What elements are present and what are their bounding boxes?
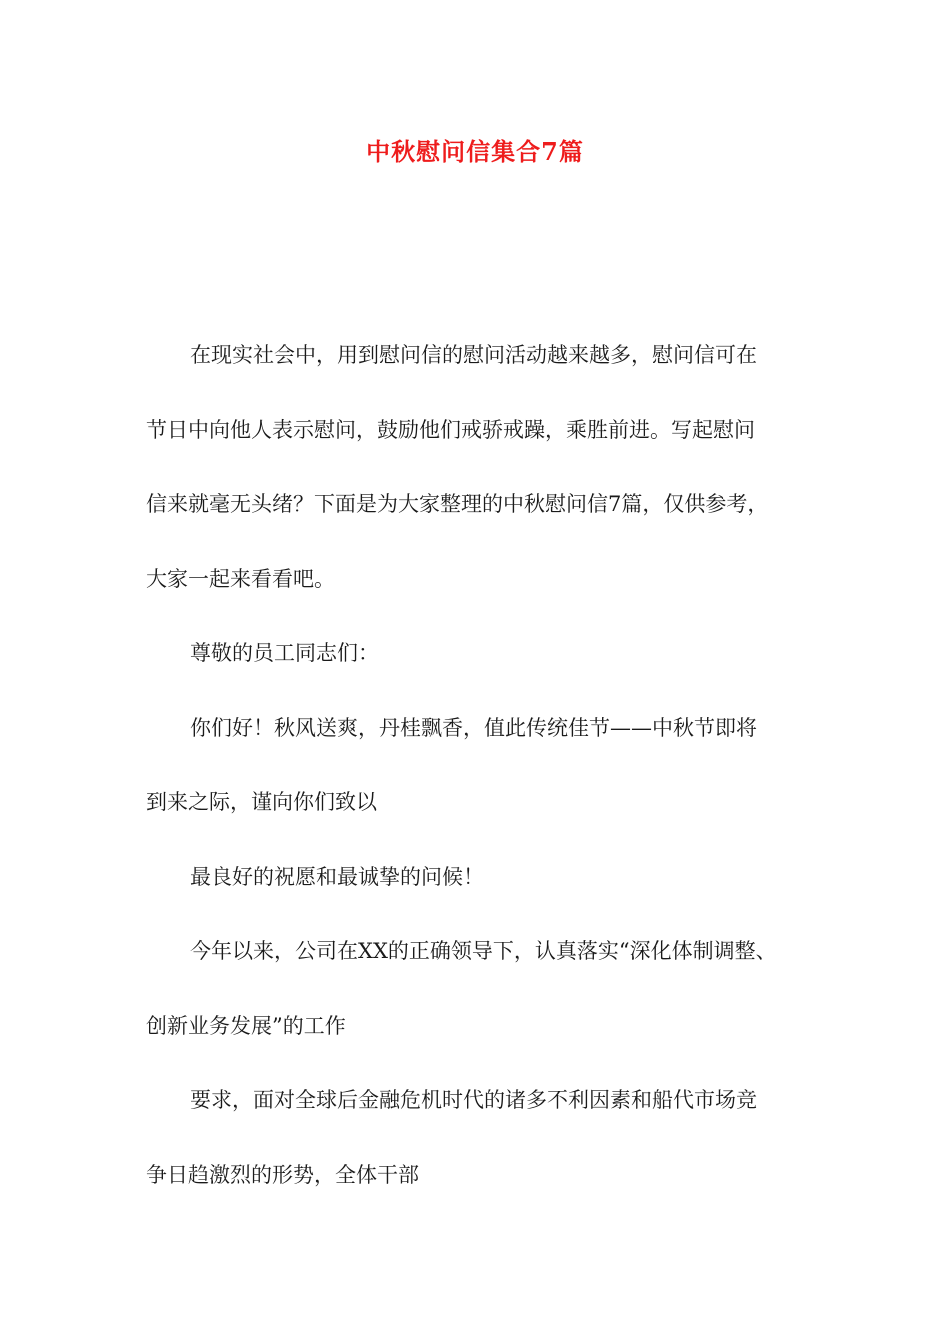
text-line: 信来就毫无头绪？下面是为大家整理的中秋慰问信7篇，仅供参考， (146, 492, 769, 516)
text-line: 到来之际，谨向你们致以 (146, 790, 377, 814)
document-body (146, 318, 826, 1212)
text-line: 今年以来，公司在XX的正确领导下，认真落实“深化体制调整、 (190, 939, 777, 963)
text-line: 大家一起来看看吧。 (146, 566, 335, 591)
text-line: 节日中向他人表示慰问，鼓励他们戒骄戒躁，乘胜前进。写起慰问 (146, 417, 755, 442)
text-line: 你们好！秋风送爽，丹桂飘香，值此传统佳节——中秋节即将 (190, 715, 757, 740)
text-line: 要求，面对全球后金融危机时代的诸多不利因素和船代市场竞 (190, 1088, 757, 1112)
text-line: 创新业务发展”的工作 (146, 1013, 346, 1038)
text-line: 最良好的祝愿和最诚挚的问候！ (190, 864, 484, 889)
text-line: 在现实社会中，用到慰问信的慰问活动越来越多，慰问信可在 (190, 343, 757, 367)
text-line: 争日趋激烈的形势，全体干部 (146, 1162, 419, 1187)
document-title: 中秋慰问信集合7篇 (366, 137, 584, 166)
greeting-line: 尊敬的员工同志们： (190, 641, 379, 665)
